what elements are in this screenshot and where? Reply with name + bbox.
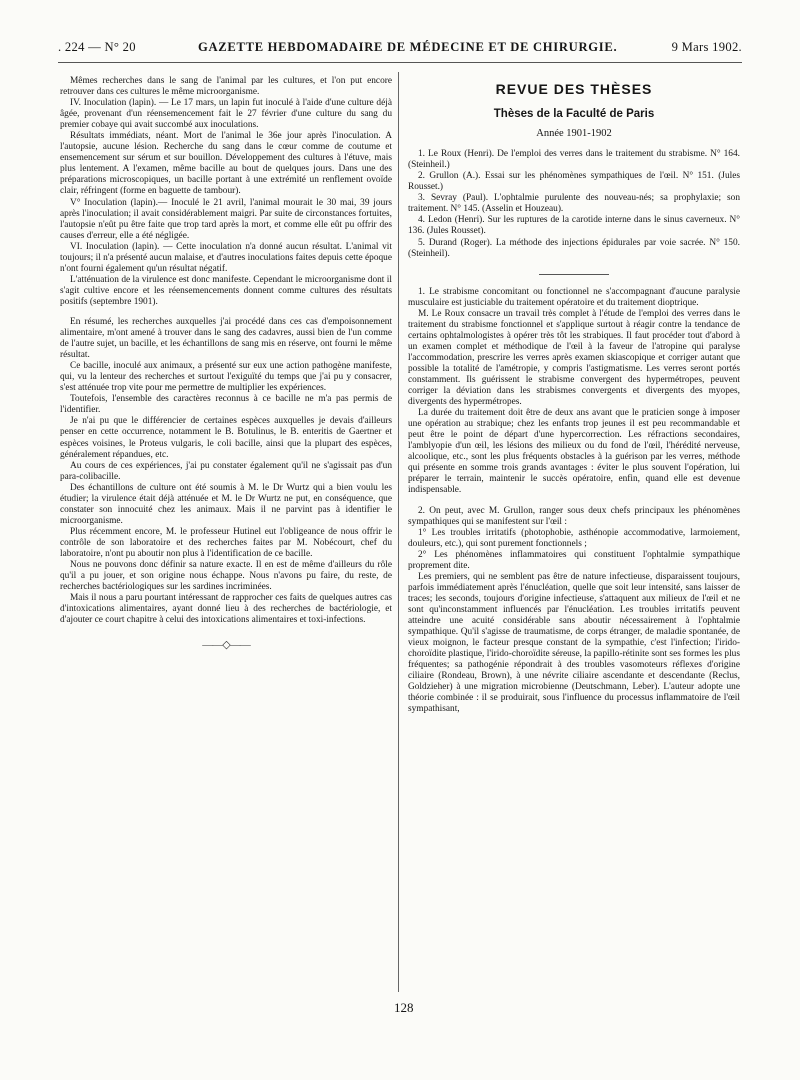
body-paragraph: Mais il nous a paru pourtant intéressant de rapprocher ces faits de quelques autres cas d'intoxications alimentaires, ayant donné lieu à des recherches de bactériologie, et d'ajouter ce court chapitre à celui des intoxications alimentaires et toxi-infections. <box>60 593 392 626</box>
body-paragraph: Ce bacille, inoculé aux animaux, a présenté sur eux une action pathogène manifeste, qui, vu la lenteur des recherches et surtout l'exiguïté du temps que j'ai pu y consacrer, s'est atténuée trop vite pour me permettre de multiplier les expériences. <box>60 361 392 394</box>
body-paragraph: 1. Le strabisme concomitant ou fonctionnel ne s'accompagnant d'aucune paralysie musculaire est justiciable du traitement opératoire et du traitement dioptrique. <box>408 286 740 308</box>
thesis-item: 1. Le Roux (Henri). De l'emploi des verres dans le traitement du strabisme. N° 164. (Steinheil.) <box>408 149 740 171</box>
section-ornament: ——◇—— <box>202 639 250 652</box>
body-paragraph: Résultats immédiats, néant. Mort de l'animal le 36e jour après l'inoculation. A l'autopsie, aucune lésion. Recherche du sang dans le cœur comme de coutume et ensemencement sur sérum et sur bouillon. Développement des cultures à l'étuve, mais plus lentement. A l'examen, même bacille au bout de quelques jours. Dans une des préparations microscopiques, un bacille portant à une extrémité un renflement ovoïde clair, réfringent (forme en baguette de tambour). <box>60 131 392 197</box>
right-column <box>408 76 740 715</box>
body-paragraph: IV. Inoculation (lapin). — Le 17 mars, un lapin fut inoculé à l'aide d'une culture déjà âgée, provenant d'un réensemencement fait le 27 février d'une culture du sang du premier cobaye qui avait succombé aux inoculations. <box>60 98 392 131</box>
thesis-item: 2. Grullon (A.). Essai sur les phénomènes sympathiques de l'œil. N° 151. (Jules Rousset.) <box>408 171 740 193</box>
body-paragraph: Au cours de ces expériences, j'ai pu constater également qu'il ne s'agissait pas d'un para-colibacille. <box>60 460 392 482</box>
body-paragraph: VI. Inoculation (lapin). — Cette inoculation n'a donné aucun résultat. L'animal vit toujours; il n'a présenté aucun malaise, et d'autres inoculations faites depuis cette époque n'ont fourni également qu'un résultat négatif. <box>60 241 392 274</box>
body-paragraph: 2° Les phénomènes inflammatoires qui constituent l'ophtalmie sympathique proprement dite. <box>408 549 740 571</box>
body-paragraph: L'atténuation de la virulence est donc manifeste. Cependant le microorganisme dont il s'agit cultive encore et les réensemencements donnent comme cultures des résultats positifs (septembre 1901). <box>60 274 392 307</box>
body-paragraph: Plus récemment encore, M. le professeur Hutinel eut l'obligeance de nous offrir le contrôle de son laboratoire et des recherches faites par M. Nobécourt, chef du laboratoire, n'ont pu aboutir non plus à l'identification de ce bacille. <box>60 526 392 559</box>
body-paragraph: Les premiers, qui ne semblent pas être de nature infectieuse, disparaissent toujours, parfois immédiatement après l'énucléation, quelle que soit leur intensité, sans laisser de traces; les seconds, toujours d'origine infectieuse, s'attaquent aux milieux de l'œil et ne sont qu'inconstamment influencés par l'énucléation. Les troubles irritatifs peuvent atteindre une acuité considérable sans aboutir nécessairement à l'ophtalmie sympathique. Qu'il s'agisse de traumatisme, de corps étranger, de maladie spontanée, de vieux moignon, le facteur presque constant de la sympathie, c'est l'infection; l'irido-choroïdite plastique, l'irido-choroïdite séreuse, la papillo-rétinite sont ses formes les plus fréquentes; sa pathogénie répondrait à des troubles vasomoteurs réflexes d'origine ciliaire (Rondeau, Brown), à une névrite ciliaire ascendante et descendante (Reclus, Goldzieher) à une migration microbienne (Deutschmann, Leber). L'auteur adopte une théorie combinée : il se produirait, sous l'influence du processus inflammatoire de l'œil sympathisant, <box>408 571 740 715</box>
page-issue-label: . 224 — N° 20 <box>58 40 136 54</box>
running-header <box>58 40 742 62</box>
thesis-item: 4. Ledon (Henri). Sur les ruptures de la carotide interne dans le sinus caverneux. N° 136. (Jules Rousset). <box>408 215 740 237</box>
body-paragraph: Des échantillons de culture ont été soumis à M. le Dr Wurtz qui a bien voulu les étudier; la virulence était déjà atténuée et M. le Dr Wurtz ne put, en conséquence, que constater son innocuité chez les animaux. Mais il ne parvint pas à identifier le microorganisme. <box>60 482 392 526</box>
issue-date: 9 Mars 1902. <box>671 40 742 54</box>
thesis-item: 3. Sevray (Paul). L'ophtalmie purulente des nouveau-nés; sa prophylaxie; son traitement. N° 145. (Asselin et Houzeau). <box>408 193 740 215</box>
academic-year: Année 1901-1902 <box>536 128 612 140</box>
body-paragraph: 2. On peut, avec M. Grullon, ranger sous deux chefs principaux les phénomènes sympathiques qui se manifestent sur l'œil : <box>408 505 740 527</box>
body-paragraph: 1° Les troubles irritatifs (photophobie, asthénopie accommodative, larmoiement, douleurs, etc.), qui sont purement fonctionnels ; <box>408 527 740 549</box>
body-paragraph: Mêmes recherches dans le sang de l'animal par les cultures, et l'on put encore retrouver dans ces cultures le même microorganisme. <box>60 76 392 98</box>
body-paragraph: En résumé, les recherches auxquelles j'ai procédé dans ces cas d'empoisonnement alimentaire, m'ont amené à trouver dans le sang des cadavres, aussi bien de l'un comme de l'autre sujet, un bacille, et les échantillons de sang mis en réserve, ont fourni le même résultat. <box>60 316 392 361</box>
body-paragraph: M. Le Roux consacre un travail très complet à l'étude de l'emploi des verres dans le traitement du strabisme fonctionnel et s'applique surtout à réagir contre la tendance de certains ophtalmologistes à opérer très tôt les strabiques. Il faut procéder tout d'abord à un examen complet et méthodique de l'œil à la faveur de l'atropine qui paralyse l'accommodation, prescrire les verres après examen skiascopique et corriger autant que possible la totalité de l'amétropie, y compris l'astigmatisme. Les verres seront portés constamment. Ils guérissent le strabisme convergent des hypermétropes, peuvent corriger la déviation dans les strabismes convergents et divergents des myopes, divergents des hypermétropes. <box>408 308 740 408</box>
paragraph-gap <box>408 497 740 506</box>
section-separator <box>539 274 609 275</box>
left-column <box>60 76 392 651</box>
journal-title: GAZETTE HEBDOMADAIRE DE MÉDECINE ET DE CHIRURGIE. <box>198 40 618 54</box>
header-rule <box>58 62 742 63</box>
body-paragraph: Je n'ai pu que le différencier de certaines espèces auxquelles je devais d'ailleurs penser en cette occurrence, notamment le B. Botulinus, le B. enteritis de Gaertner et espèces voisines, le Proteus vulgaris, le coli bacille, ainsi que la plupart des espèces, généralement répandues, etc. <box>60 416 392 460</box>
column-divider <box>398 72 399 992</box>
thesis-item: 5. Durand (Roger). La méthode des injections épidurales par voie sacrée. N° 150. (Steinheil). <box>408 237 740 259</box>
section-title: REVUE DES THÈSES <box>495 81 653 97</box>
section-subtitle: Thèses de la Faculté de Paris <box>493 108 655 121</box>
body-paragraph: Nous ne pouvons donc définir sa nature exacte. Il en est de même d'ailleurs du rôle qu'il a pu jouer, et son origine nous échappe. Nous n'avons pu faire, du reste, de recherches bactériologiques sur les sardines incriminées. <box>60 560 392 593</box>
paragraph-gap <box>60 308 392 317</box>
body-paragraph: V° Inoculation (lapin).— Inoculé le 21 avril, l'animal mourait le 30 mai, 39 jours après l'inoculation; il avait considérablement maigri. Par suite de circonstances fortuites, l'autopsie n'eût pu être faite que trop tard après la mort, et comme elle eût pu offrir des causes d'erreur, elle a été négligée. <box>60 197 392 241</box>
body-paragraph: La durée du traitement doit être de deux ans avant que le praticien songe à imposer une opération au strabique; chez les enfants trop jeunes il est peu recommandable et peut être le point de départ d'une hypercorrection. Les réfractions secondaires, l'amblyopie d'un œil, les lésions des milieux ou du fond de l'œil, l'hérédité nerveuse, alcoolique, etc., sont les plus fréquents obstacles à la guérison par les verres, méthode qui présente en somme trois grands avantages : éviter le plus souvent l'opération, lui préparer le terrain, maintenir le succès opératoire, enfin, quand elle est devenue indispensable. <box>408 408 740 496</box>
body-paragraph: Toutefois, l'ensemble des caractères reconnus à ce bacille ne m'a pas permis de l'identifier. <box>60 394 392 416</box>
page-number: 128 <box>394 1000 414 1015</box>
